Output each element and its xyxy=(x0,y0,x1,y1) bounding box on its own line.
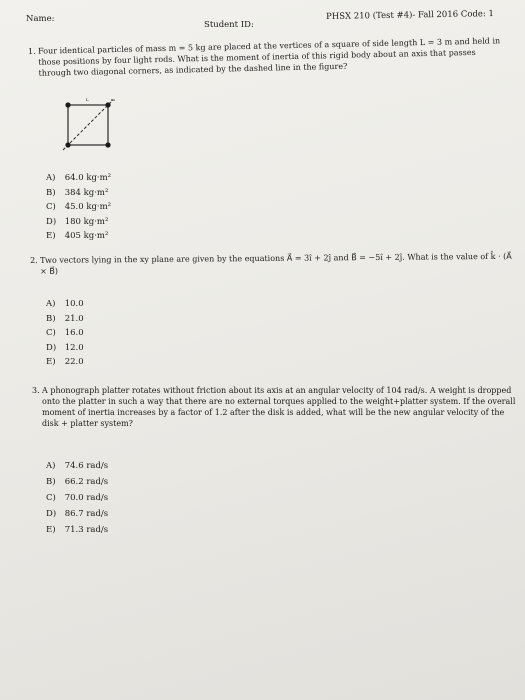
option-3d[interactable]: D) 86.7 rad/s xyxy=(46,509,109,519)
option-1d[interactable]: D) 180 kg·m² xyxy=(46,216,109,227)
option-2e[interactable]: E) 22.0 xyxy=(46,357,84,367)
question-3-text: A phonograph platter rotates without friction about its axis at an angular velocity of 104 rad/s. A weight is dropped onto the platter in such a way that there are no external torques applied to the weight+platter system. If the overall moment of inertia increases by a factor of 1.2 after the disk is added, what will be the new angular velocity of the disk + platter system? xyxy=(42,386,516,428)
question-3-options xyxy=(46,458,108,538)
option-2d[interactable]: D) 12.0 xyxy=(46,342,84,353)
name-label: Name: xyxy=(26,14,55,24)
figure-mass-label: m xyxy=(111,97,115,102)
question-1-text: Four identical particles of mass m = 5 kg are placed at the vertices of a square of side length L = 3 m and held in those positions by four light rods. What is the moment of inertia of this rigid body about an axis that passes through two diagonal corners, as indicated by the dashed line in the figure? xyxy=(38,36,501,78)
option-2b[interactable]: B) 21.0 xyxy=(46,313,84,324)
question-1-number: 1. xyxy=(28,46,36,56)
option-2c[interactable]: C) 16.0 xyxy=(46,328,84,338)
square-diagram xyxy=(58,95,118,157)
question-2-options xyxy=(46,297,84,370)
option-3b[interactable]: B) 66.2 rad/s xyxy=(46,477,109,487)
option-1b[interactable]: B) 384 kg·m² xyxy=(46,187,109,198)
option-2a[interactable]: A) 10.0 xyxy=(46,299,84,309)
question-1-options xyxy=(46,171,111,244)
option-3c[interactable]: C) 70.0 rad/s xyxy=(46,493,109,503)
question-2-number: 2. xyxy=(30,255,38,265)
figure-length-label: L xyxy=(86,97,89,102)
question-2-text: Two vectors lying in the xy plane are given by the equations A⃗ = 3î + 2ĵ and B⃗ = −5î + 2ĵ. What is the value of k̂ · (A⃗ × B⃗) xyxy=(40,251,512,276)
option-3e[interactable]: E) 71.3 rad/s xyxy=(46,525,109,535)
option-3a[interactable]: A) 74.6 rad/s xyxy=(46,461,109,471)
course-info: PHSX 210 (Test #4)- Fall 2016 Code: 1 xyxy=(326,9,494,22)
option-1a[interactable]: A) 64.0 kg·m² xyxy=(46,173,112,183)
question-3-number: 3. xyxy=(32,386,40,395)
option-1c[interactable]: C) 45.0 kg·m² xyxy=(46,202,112,212)
option-1e[interactable]: E) 405 kg·m² xyxy=(46,231,109,241)
student-id-label: Student ID: xyxy=(204,20,254,30)
